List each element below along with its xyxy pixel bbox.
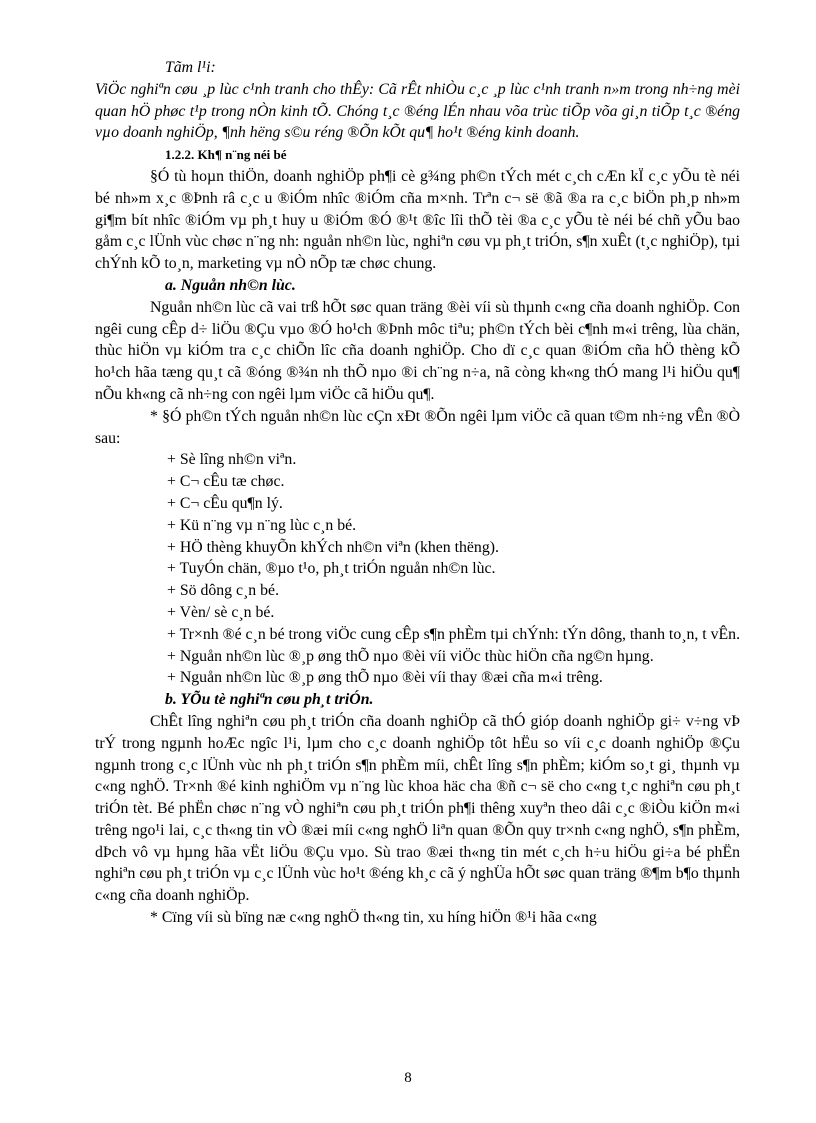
list-item: + Vèn/ sè c¸n bé.: [167, 603, 275, 621]
subsection-b-heading: b. YÕu tè nghiªn cøu ph¸t triÓn.: [165, 691, 374, 709]
subsection-a-heading: a. Nguån nh©n lùc.: [165, 276, 296, 294]
paragraph-b1: ChÊt lîng nghiªn cøu ph¸t triÓn cña doanh nghiÖp cã thÓ gióp doanh nghiÖp gi÷ v÷ng vÞ trÝ trong ngµnh hoÆc ngîc l¹i, lµm cho c¸c doanh nghiÖp tôt hËu so víi c¸c doanh nghiÖp ®Çu ngµnh trong c¸c lÜnh vùc nh ph¸t triÓn s¶n phÈm míi, chÊt lîng s¶n phÈm; kiÓm so¸t gi¸ thµnh vµ c«ng nghÖ. Tr×nh ®é kinh nghiÖm vµ n¨ng lùc khoa häc cha ®ñ c¬ së cho c«ng t¸c nghiªn cøu ph¸t triÓn tèt. Bé phËn chøc n¨ng vÒ nghiªn cøu ph¸t triÓn ph¶i thêng xuyªn theo dâi c¸c ®iÒu kiÖn m«i trêng ngo¹i lai, c¸c th«ng tin vÒ ®æi míi c«ng nghÖ liªn quan ®Õn quy tr×nh c«ng nghÖ, s¶n phÈm, dÞch vô vµ hµng hãa vËt liÖu ®Çu vµo. Sù trao ®æi th«ng tin mét c¸ch h÷u hiÖu gi÷a bé phËn nghiªn cøu ph¸t triÓn vµ c¸c lÜnh vùc ho¹t ®éng kh¸c cã ý nghÜa hÕt søc quan träng ®¶m b¶o thµnh c«ng cña doanh nghiÖp.: [95, 712, 740, 905]
list-item: + Nguån nh©n lùc ®¸p øng thÕ nµo ®èi víi thay ®æi cña m«i trêng.: [167, 669, 603, 687]
page-number: 8: [404, 1070, 412, 1086]
list-item: + Kü n¨ng vµ n¨ng lùc c¸n bé.: [167, 516, 357, 534]
factor-list: [95, 449, 740, 689]
list-item: + Tr×nh ®é c¸n bé trong viÖc cung cÊp s¶n phÈm tµi chÝnh: tÝn dông, thanh to¸n, t vÊn.: [167, 625, 741, 643]
page-body: [95, 57, 740, 929]
list-item: + HÖ thèng khuyÕn khÝch nh©n viªn (khen thëng).: [167, 538, 499, 556]
list-item: + TuyÓn chän, ®µo t¹o, ph¸t triÓn nguån nh©n lùc.: [167, 560, 496, 578]
paragraph-b2: * Cïng víi sù bïng næ c«ng nghÖ th«ng tin, xu híng hiÖn ®¹i hãa c«ng: [150, 909, 597, 927]
list-item: + Nguån nh©n lùc ®¸p øng thÕ nµo ®èi víi viÖc thùc hiÖn cña ng©n hµng.: [167, 647, 654, 665]
list-item: + Sö dông c¸n bé.: [167, 582, 280, 600]
list-item: + Sè lîng nh©n viªn.: [167, 451, 297, 469]
summary-label: Tãm l¹i:: [165, 59, 216, 76]
section-heading: 1.2.2. Kh¶ n¨ng néi bé: [165, 147, 287, 163]
list-item: + C¬ cÊu qu¶n lý.: [167, 494, 283, 512]
paragraph-a2: * §Ó ph©n tÝch nguån nh©n lùc cÇn xÐt ®Õn ngêi lµm viÖc cã quan t©m nh÷ng vÊn ®Ò sau:: [95, 407, 740, 447]
list-item: + C¬ cÊu tæ chøc.: [167, 473, 285, 491]
paragraph-a1: Nguån nh©n lùc cã vai trß hÕt søc quan träng ®èi víi sù thµnh c«ng cña doanh nghiÖp. Con ngêi cung cÊp d÷ liÖu ®Çu vµo ®Ó ho¹ch ®Þnh môc tiªu; ph©n tÝch bèi c¶nh m«i trêng, lùa chän, thùc hiÖn vµ kiÓm tra c¸c chiÕn lîc cña doanh nghiÖp. Cho dï c¸c quan ®iÓm cña hÖ thèng kÕ ho¹ch hãa tæng qu¸t cã ®óng ®¾n nh thÕ nµo ®i ch¨ng n÷a, nã còng kh«ng thÓ mang l¹i hiÖu qu¶ nÕu kh«ng cã nh÷ng con ngêi lµm viÖc cã hiÖu qu¶.: [95, 298, 740, 403]
summary-paragraph: ViÖc nghiªn cøu ¸p lùc c¹nh tranh cho thÊy: Cã rÊt nhiÒu c¸c ¸p lùc c¹nh tranh n»m trong nh÷ng mèi quan hÖ phøc t¹p trong nÒn kinh tÕ. Chóng t¸c ®éng lÉn nhau võa trùc tiÕp võa gi¸n tiÕp t¸c ®éng vµo doanh nghiÖp, ¶nh hëng s©u réng ®Õn kÕt qu¶ ho¹t ®éng kinh doanh.: [95, 80, 740, 142]
section-paragraph: §Ó tù hoµn thiÖn, doanh nghiÖp ph¶i cè g¾ng ph©n tÝch mét c¸ch cÆn kÏ c¸c yÕu tè néi bé nh»m x¸c ®Þnh râ c¸c u ®iÓm nhîc ®iÓm cña m×nh. Trªn c¬ së ®ã ®a ra c¸c biÖn ph¸p nh»m gi¶m bít nhîc ®iÓm vµ ph¸t huy u ®iÓm ®Ó ®¹t ®îc lîi thÕ tèi ®a c¸c yÕu tè néi bé chñ yÕu bao gåm c¸c lÜnh vùc chøc n¨ng nh: nguån nh©n lùc, nghiªn cøu vµ ph¸t triÓn, s¶n xuÊt (t¸c nghiÖp), tµi chÝnh kÕ to¸n, marketing vµ nÒ nÕp tæ chøc chung.: [95, 167, 740, 273]
